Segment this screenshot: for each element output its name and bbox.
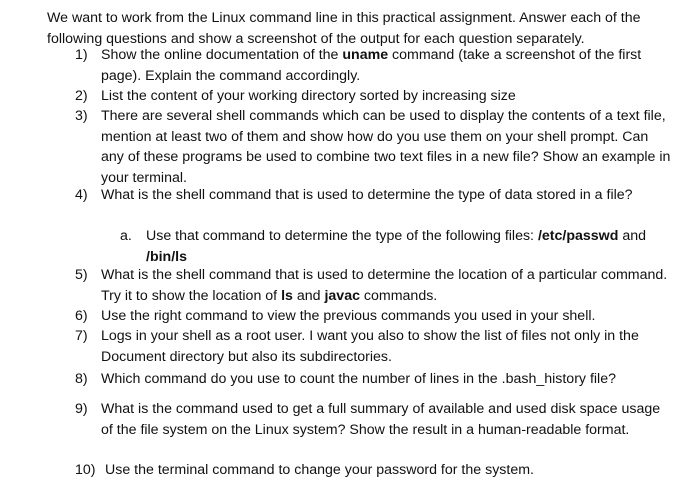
question-number: 5) [75,267,88,283]
question-number: 1) [75,47,88,63]
subquestion-letter: a. [120,228,132,244]
question-text: There are several shell commands which can be used to display the contents of a text file, mention at least two of them and show how do you use them on your shell prompt. Can any of these programs be used to combine two text files in a new file? Show an example in your terminal. [101,108,671,186]
question-text: Use the terminal command to change your password for the system. [105,462,534,478]
subquestion-text: Use that command to determine the type of the following files: /etc/passwd and /bin/ls [146,228,646,265]
intro-paragraph: We want to work from the Linux command line in this practical assignment. Answer each of the following questions and show a screenshot of the output for each question separately. [47,10,641,47]
question-number: 2) [75,88,88,104]
command-uname: uname [342,47,389,63]
question-text: Which command do you use to count the number of lines in the .bash_history file? [101,371,616,387]
question-text: Logs in your shell as a root user. I want you also to show the list of files not only in the Document directory but also its subdirectories. [101,328,639,365]
question-number: 3) [75,108,88,124]
question-number: 9) [75,401,88,417]
question-number: 8) [75,371,88,387]
question-number: 6) [75,308,88,324]
question-text: Show the online documentation of the uname command (take a screenshot of the first page). Explain the command accordingly. [101,47,642,84]
command-javac: javac [324,287,360,304]
command-ls: ls [281,287,293,304]
question-text: What is the command used to get a full summary of available and used disk space usage of the file system on the Linux system? Show the result in a human-readable format. [101,401,661,438]
file-bin-ls: /bin/ls [146,248,187,265]
file-etc-passwd: /etc/passwd [537,228,619,244]
question-text: What is the shell command that is used to determine the location of a particular command. Try it to show the location of ls and javac commands. [101,267,668,304]
question-number: 4) [75,187,88,203]
question-text: List the content of your working directory sorted by increasing size [101,88,516,104]
question-text: What is the shell command that is used to determine the type of data stored in a file? [101,187,633,203]
question-number: 10) [75,462,96,478]
question-text: Use the right command to view the previous commands you used in your shell. [101,308,596,324]
question-number: 7) [75,328,88,344]
